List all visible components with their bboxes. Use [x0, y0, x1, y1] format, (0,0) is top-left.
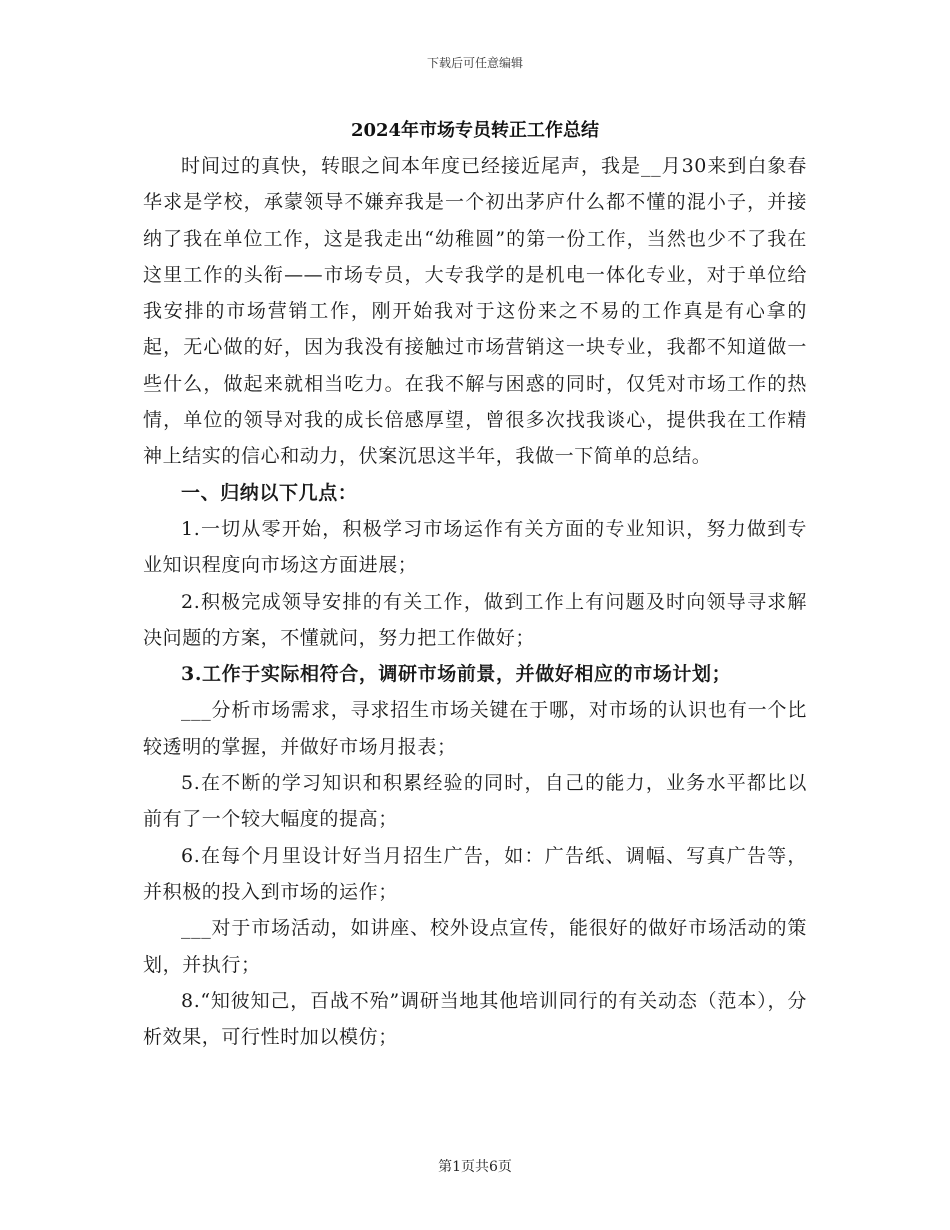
document-title: 2024年市场专员转正工作总结: [350, 120, 600, 141]
list-item-2: 2.积极完成领导安排的有关工作，做到工作上有问题及时向领导寻求解决问题的方案，不懂就问，努力把工作做好；: [143, 590, 807, 649]
list-item-5: 5.在不断的学习知识和积累经验的同时，自己的能力，业务水平都比以前有了一个较大幅度的提高；: [143, 772, 807, 831]
section-heading: 一、归纳以下几点：: [181, 481, 358, 504]
list-item-1: 1.一切从零开始，积极学习市场运作有关方面的专业知识，努力做到专业知识程度向市场这方面进展；: [143, 517, 807, 577]
paragraph-intro: 时间过的真快，转眼之间本年度已经接近尾声，我是__月30来到白象春华求是学校，承蒙领导不嫌弃我是一个初出茅庐什么都不懂的混小子，并接纳了我在单位工作，这是我走出“幼稚圆”的第一份工作，当然也少不了我在这里工作的头衔——市场专员，大专我学的是机电一体化专业，对于单位给我安排的市场营销工作，刚开始我对于这份来之不易的工作真是有心拿的起，无心做的好，因为我没有接触过市场营销这一块专业，我都不知道做一些什么，做起来就相当吃力。在我不解与困惑的同时，仅凭对市场工作的热情，单位的领导对我的成长倍感厚望，曾很多次找我谈心，提供我在工作精神上结实的信心和动力，伏案沉思这半年，我做一下简单的总结。: [143, 155, 807, 468]
list-item-8: 8.“知彼知己，百战不殆”调研当地其他培训同行的有关动态（范本），分析效果，可行性时加以模仿；: [143, 989, 807, 1049]
page-header-note: 下载后可任意编辑: [426, 56, 523, 70]
list-item-7: ___对于市场活动，如讲座、校外设点宣传，能很好的做好市场活动的策划，并执行；: [143, 917, 807, 976]
document-body: [143, 148, 807, 1055]
list-item-4: ___分析市场需求，寻求招生市场关键在于哪，对市场的认识也有一个比较透明的掌握，并做好市场月报表；: [143, 699, 807, 758]
list-item-6: 6.在每个月里设计好当月招生广告，如：广告纸、调幅、写真广告等，并积极的投入到市场的运作；: [143, 844, 807, 903]
list-item-3: 3.工作于实际相符合，调研市场前景，并做好相应的市场计划；: [181, 663, 732, 686]
page-number: 第1页共6页: [438, 1159, 512, 1175]
